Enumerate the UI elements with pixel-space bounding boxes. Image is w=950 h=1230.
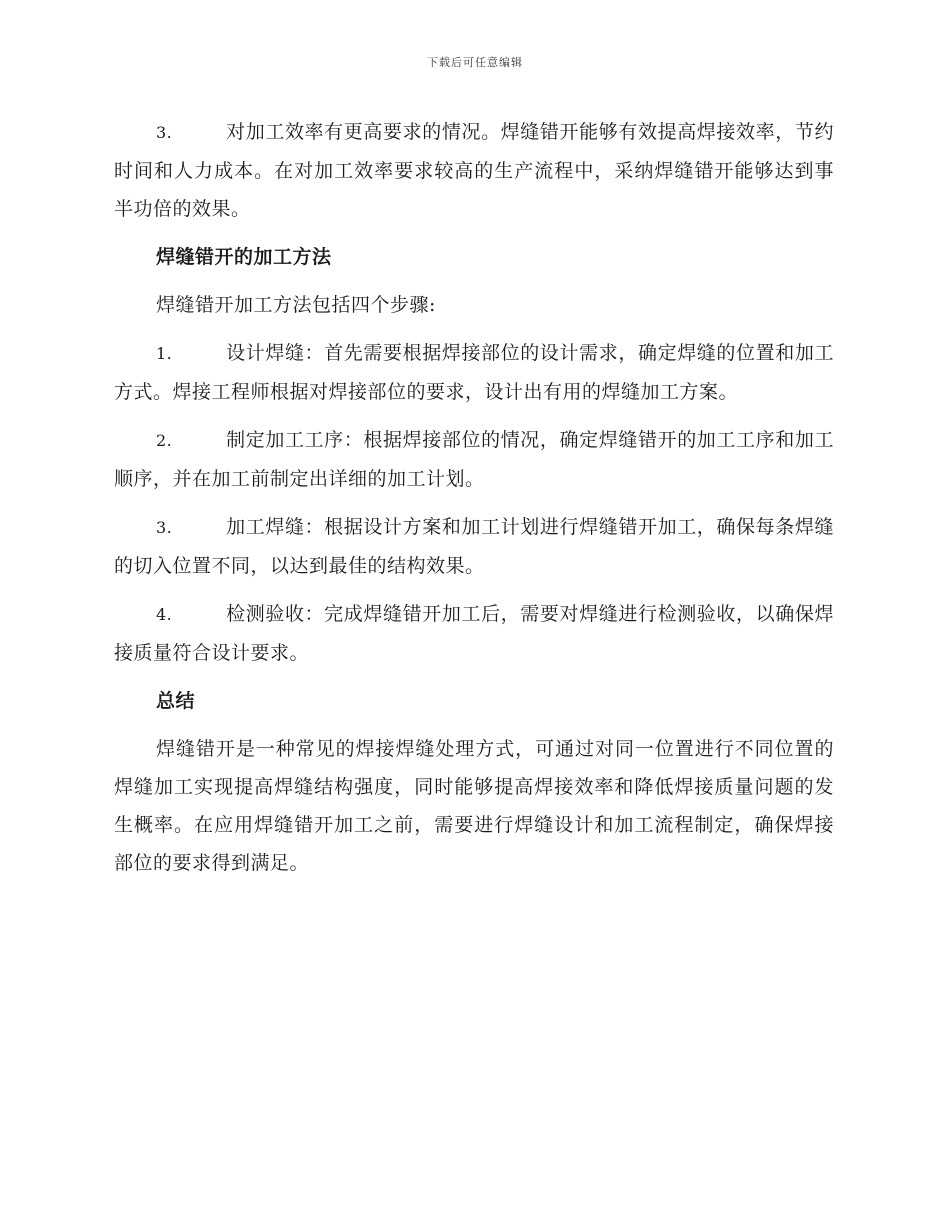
step-text: 设计焊缝：首先需要根据焊接部位的设计需求，确定焊缝的位置和加工方式。焊接工程师根据对焊接部位的要求，设计出有用的焊缝加工方案。 bbox=[114, 342, 834, 403]
paragraph-text: 对加工效率有更高要求的情况。焊缝错开能够有效提高焊接效率，节约时间和人力成本。在对加工效率要求较高的生产流程中，采纳焊缝错开能够达到事半功倍的效果。 bbox=[114, 121, 834, 220]
step-text: 制定加工工序：根据焊接部位的情况，确定焊缝错开的加工工序和加工顺序，并在加工前制定出详细的加工计划。 bbox=[114, 429, 834, 490]
list-number: 1. bbox=[156, 344, 173, 363]
section-heading-method: 焊缝错开的加工方法 bbox=[156, 246, 332, 268]
list-number: 4. bbox=[156, 605, 173, 624]
page-header: 下载后可任意编辑 bbox=[427, 56, 523, 69]
section-heading-summary: 总结 bbox=[156, 690, 196, 712]
step-item-4 bbox=[114, 595, 834, 672]
list-number: 3. bbox=[156, 123, 173, 142]
list-number: 2. bbox=[156, 431, 173, 450]
numbered-paragraph-intro-3 bbox=[114, 113, 834, 228]
list-number: 3. bbox=[156, 518, 173, 537]
step-text: 检测验收：完成焊缝错开加工后，需要对焊缝进行检测验收，以确保焊接质量符合设计要求。 bbox=[114, 603, 834, 664]
method-intro-paragraph: 焊缝错开加工方法包括四个步骤: bbox=[156, 294, 436, 316]
document-body bbox=[114, 113, 834, 892]
step-item-2 bbox=[114, 421, 834, 498]
summary-paragraph: 焊缝错开是一种常见的焊接焊缝处理方式，可通过对同一位置进行不同位置的焊缝加工实现提高焊缝结构强度，同时能够提高焊接效率和降低焊接质量问题的发生概率。在应用焊缝错开加工之前，需要进行焊缝设计和加工流程制定，确保焊接部位的要求得到满足。 bbox=[114, 738, 834, 874]
step-text: 加工焊缝：根据设计方案和加工计划进行焊缝错开加工，确保每条焊缝的切入位置不同，以达到最佳的结构效果。 bbox=[114, 516, 834, 577]
step-item-1 bbox=[114, 334, 834, 411]
step-item-3 bbox=[114, 508, 834, 585]
